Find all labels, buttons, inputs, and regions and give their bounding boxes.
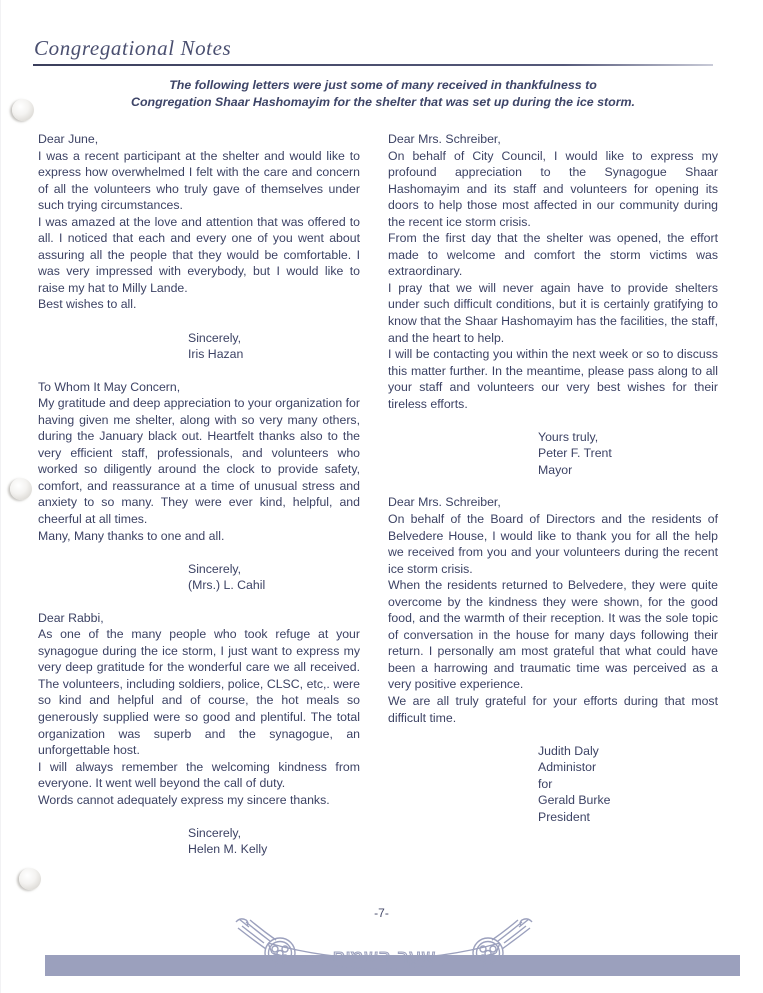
signoff-line: Sincerely, xyxy=(188,561,242,576)
page-title: Congregational Notes xyxy=(34,36,232,60)
letter-paragraph: On behalf of the Board of Directors and the residents of Belvedere House, I would like to thank you for all the help we received from you and your volunteers during the recent ice storm crisis. xyxy=(388,511,718,576)
letter-salutation: To Whom It May Concern, xyxy=(38,379,181,394)
letter-signoff xyxy=(388,429,718,479)
left-column xyxy=(38,131,360,858)
letter-paragraph: From the first day that the shelter was opened, the effort made to welcome and comfort the storm victims was extraordinary. xyxy=(388,231,718,279)
torah-scroll-banner-icon xyxy=(228,912,540,982)
signoff-line: Sincerely, xyxy=(188,330,242,345)
letter-salutation: Dear Mrs. Schreiber, xyxy=(388,495,501,510)
letter-salutation: Dear Mrs. Schreiber, xyxy=(388,132,501,146)
signoff-line: (Mrs.) L. Cahil xyxy=(188,578,266,593)
letter-signoff xyxy=(38,561,360,594)
letter-paragraph: I will be contacting you within the next week or so to discuss this matter further. In the meantime, please pass along to all your staff and volunteers our very best wishes for their tireless efforts. xyxy=(388,347,718,411)
letter-paragraph: I will always remember the welcoming kindness from everyone. It went well beyond the call of duty. xyxy=(38,759,360,791)
signoff-line: Judith Daly xyxy=(538,743,599,758)
intro-line-1: The following letters were just some of many received in thankfulness to xyxy=(169,78,597,92)
intro-paragraph xyxy=(60,77,706,111)
masthead-divider xyxy=(33,64,713,66)
signoff-line: President xyxy=(538,809,590,824)
signoff-line: Sincerely, xyxy=(188,825,242,840)
letter-paragraph: I pray that we will never again have to provide shelters under such difficult conditions, but it is certainly gratifying to know that the Shaar Hashomayim has the facilities, the staff, and the heart to help. xyxy=(388,280,718,345)
signoff-line: Gerald Burke xyxy=(538,793,611,808)
letter-judith-daly xyxy=(388,494,718,825)
letter-paragraph: I was a recent participant at the shelter and would like to express how overwhelmed I felt with the care and concern of all the volunteers who truly gave of themselves under such trying circumstances. xyxy=(38,148,360,213)
signoff-line: Yours truly, xyxy=(538,429,599,444)
letter-paragraph: Many, Many thanks to one and all. xyxy=(38,528,225,543)
hole-punch-mark xyxy=(10,478,32,500)
letter-paragraph: We are all truly grateful for your efforts during that most difficult time. xyxy=(388,694,718,725)
hole-punch-mark xyxy=(12,99,34,121)
signoff-line: for xyxy=(538,776,553,791)
letter-mrs-l-cahil xyxy=(38,379,360,594)
letter-paragraph: My gratitude and deep appreciation to your organization for having given me shelter, along with so very many others, during the January black out. Heartfelt thanks also to the very efficient staff, professionals, and volunteers who worked so diligently around the clock to provide safety, comfort, and reassurance at a time of unusual stress and anxiety to so many. They were ever kind, helpful, and cheerful at all times. xyxy=(38,396,360,526)
signoff-line: Iris Hazan xyxy=(188,347,244,362)
signoff-line: Administor xyxy=(538,760,597,775)
letter-paragraph: On behalf of City Council, I would like to express my profound appreciation to the Synagogue Shaar Hashomayim and its staff and volunteers for opening its doors to help those most affected in our community during the recent ice storm crisis. xyxy=(388,148,718,229)
letter-salutation: Dear June, xyxy=(38,132,99,146)
letter-paragraph: Words cannot adequately express my sincere thanks. xyxy=(38,792,330,807)
letter-helen-m-kelly xyxy=(38,610,360,858)
emblem-hebrew-text: שער השמים xyxy=(332,944,436,968)
letter-signoff xyxy=(38,825,360,858)
letter-peter-f-trent xyxy=(388,131,718,478)
letter-salutation: Dear Rabbi, xyxy=(38,610,104,625)
signoff-line: Mayor xyxy=(538,462,573,477)
hole-punch-mark xyxy=(19,868,41,890)
intro-line-2: Congregation Shaar Hashomayim for the shelter that was set up during the ice storm. xyxy=(131,95,635,109)
letter-paragraph: As one of the many people who took refuge at your synagogue during the ice storm, I just want to express my very deep gratitude for the wonderful care we all received. The volunteers, including soldiers, police, CLSC, etc,. were so kind and helpful and of course, the hot meals so generously supplied were so good and plentiful. The total organization was superb and the synagogue, an unforgettable host. xyxy=(38,627,360,758)
letter-paragraph: When the residents returned to Belvedere, they were quite overcome by the kindness they were shown, for the good food, and the warmth of their reception. It was the sole topic of conversation in the house for many days following their return. I personally am most grateful that what could have been a harrowing and traumatic time was perceived as a very positive experience. xyxy=(388,578,718,692)
letter-signoff xyxy=(388,743,718,826)
masthead xyxy=(0,36,763,70)
right-column xyxy=(388,131,718,825)
letter-paragraph: I was amazed at the love and attention that was offered to all. I noticed that each and every one of you went about assuring all the people that they would be comfortable. I was very impressed with everybody, but I would like to raise my hat to Milly Lande. xyxy=(38,214,360,295)
signoff-line: Peter F. Trent xyxy=(538,446,612,461)
signoff-line: Helen M. Kelly xyxy=(188,842,268,857)
letter-paragraph: Best wishes to all. xyxy=(38,297,137,312)
page-number: -7- xyxy=(374,906,389,920)
letter-iris-hazan xyxy=(38,131,360,363)
letter-signoff xyxy=(38,330,360,363)
